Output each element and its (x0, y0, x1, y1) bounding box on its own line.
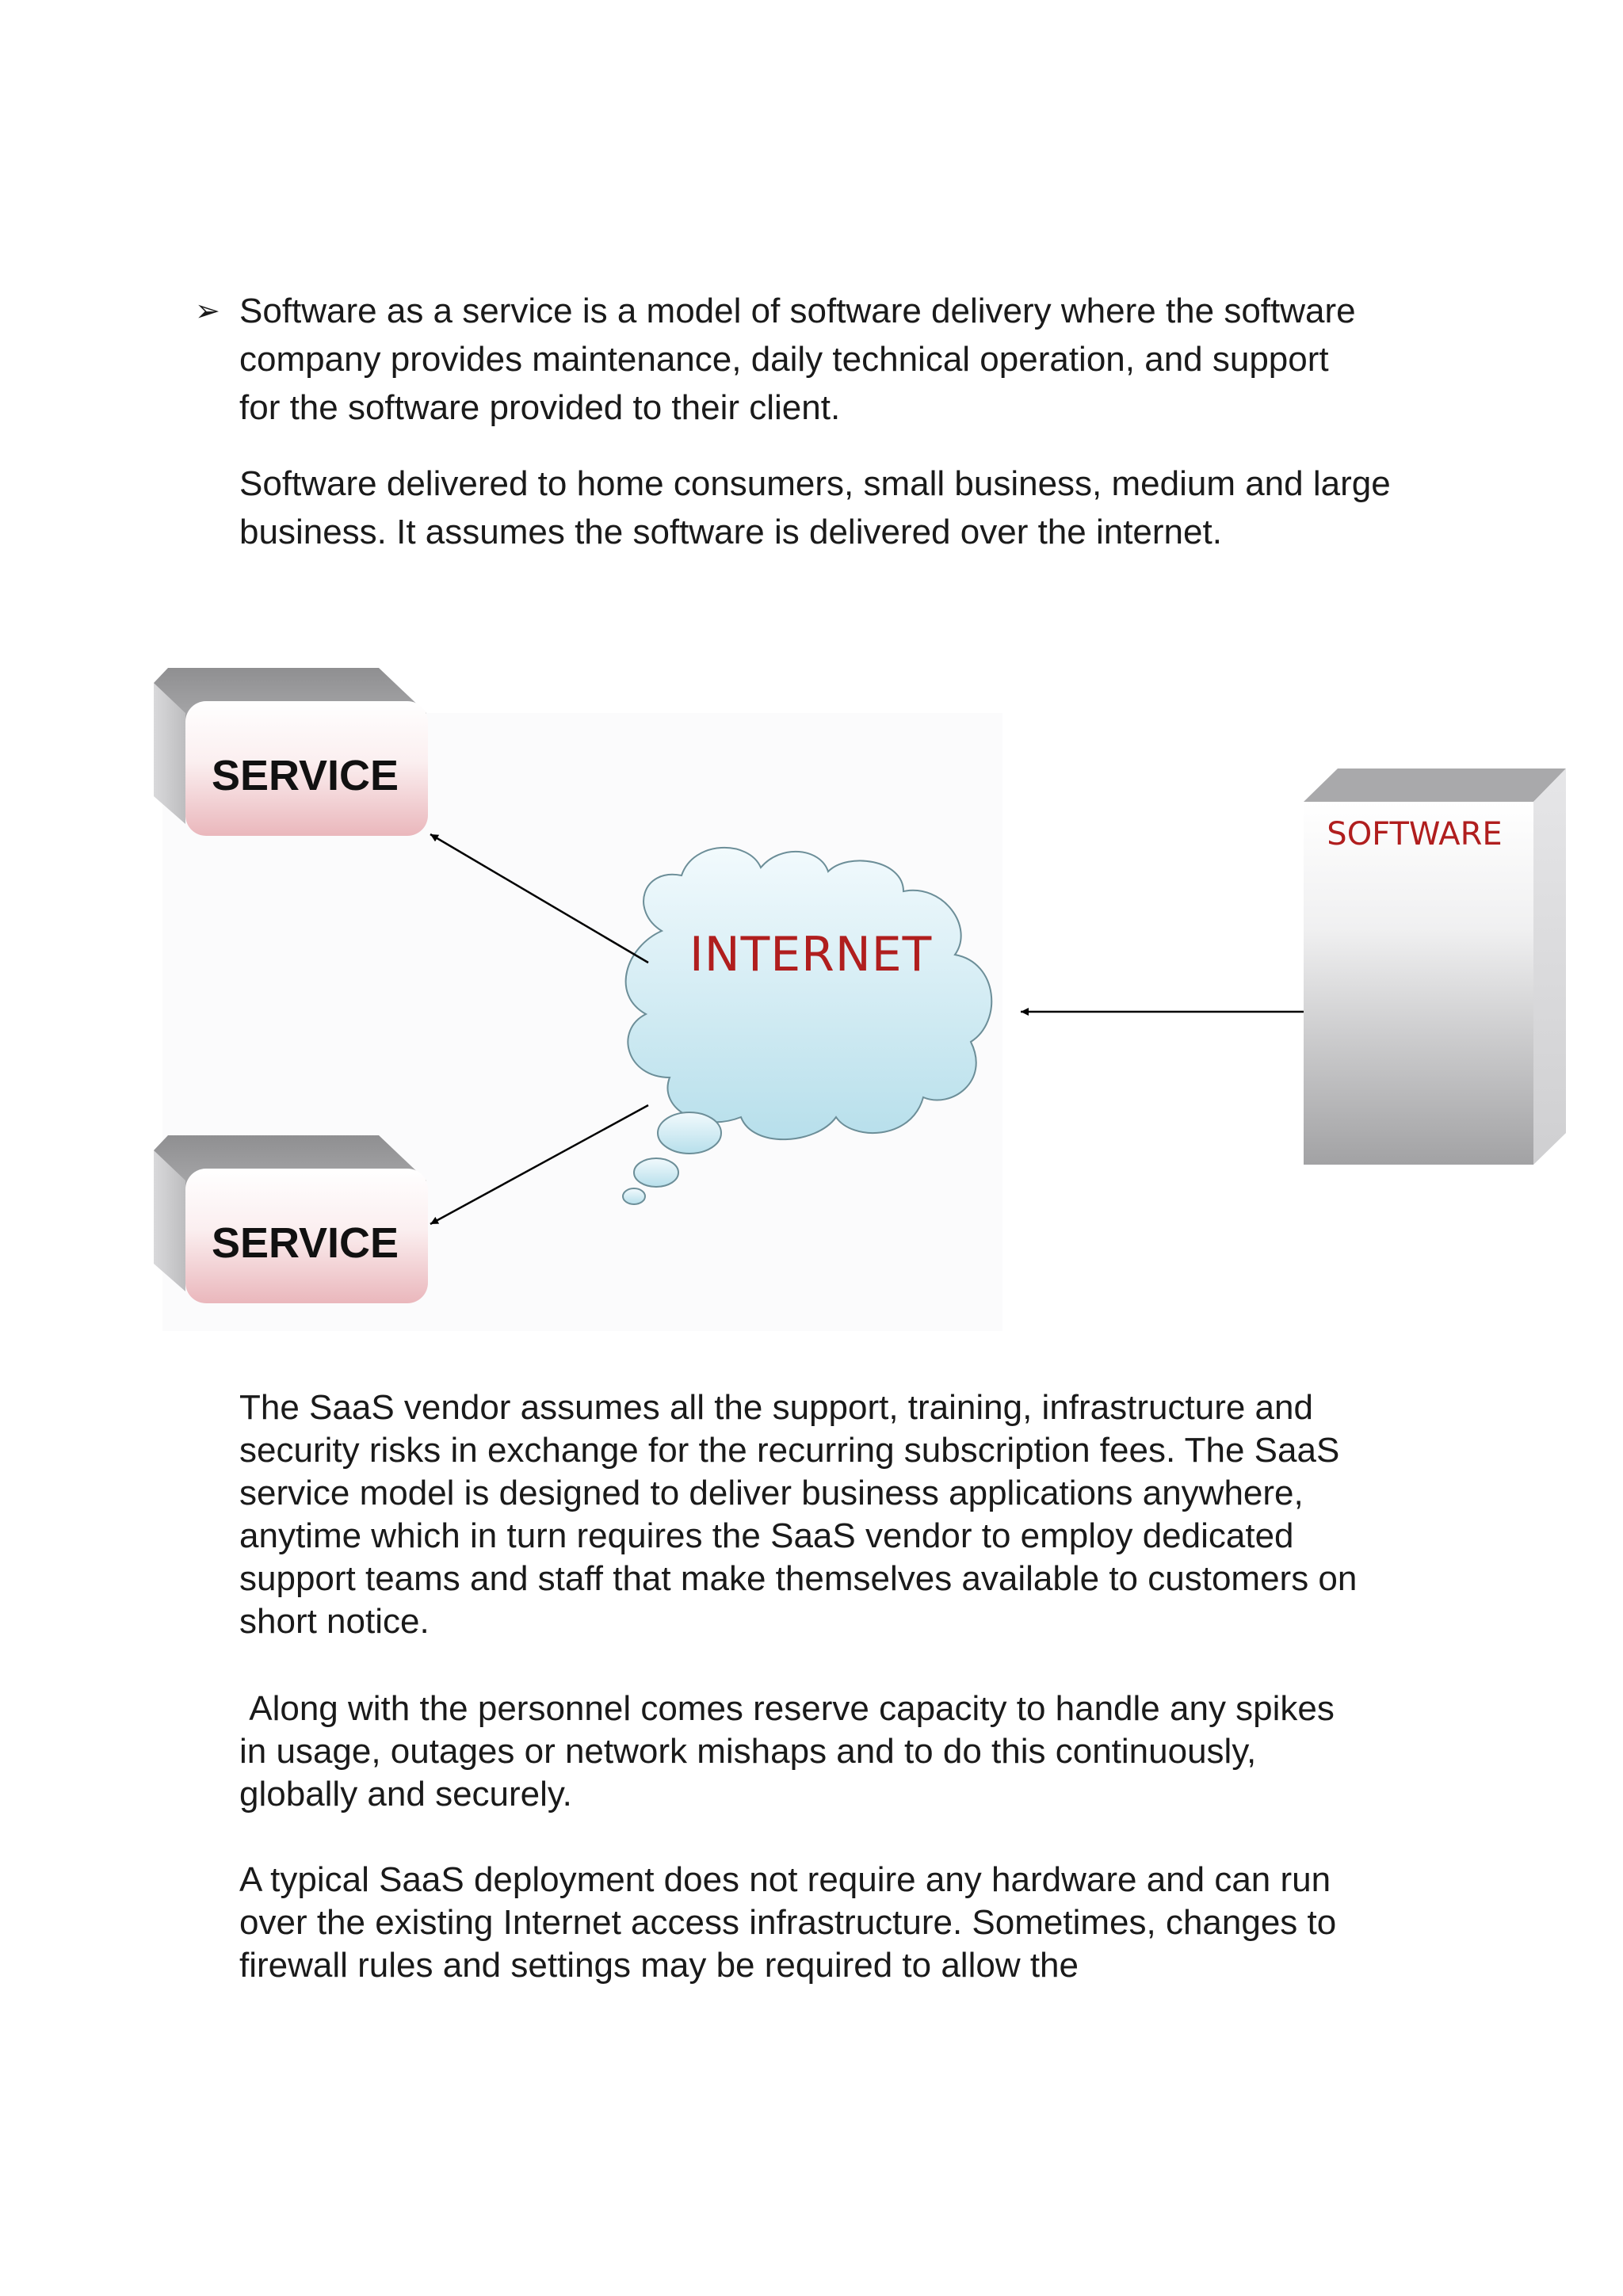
paragraph-deployment-text: A typical SaaS deployment does not require any hardware and can run over the existing Internet access infrastructure. Sometimes, changes to firewall rules and settings may be required to allow the (239, 1860, 1337, 1985)
arrow-internet-to-service-top (430, 834, 648, 963)
service-bottom-label: SERVICE (211, 1219, 399, 1267)
service-top-label: SERVICE (211, 752, 399, 799)
arrow-bullet-icon: ➢ (195, 293, 220, 328)
intro-paragraph-text: Software delivered to home consumers, small business, medium and large business. It assumes the software is delivered over the internet. (239, 464, 1391, 551)
paragraph-deployment (239, 1859, 1404, 1987)
paragraph-vendor-text: The SaaS vendor assumes all the support, training, infrastructure and security risks in exchange for the recurring subscription fees. The SaaS service model is designed to deliver business applications anywhere, anytime which in turn requires the SaaS vendor to employ dedicated support teams and staff that make themselves available to customers on short notice. (239, 1388, 1358, 1641)
paragraph-personnel (239, 1688, 1404, 1816)
paragraph-personnel-text: Along with the personnel comes reserve capacity to handle any spikes in usage, outages or network mishaps and to do this continuously, globally and securely. (239, 1689, 1345, 1814)
software-label: SOFTWARE (1327, 816, 1503, 852)
internet-label: INTERNET (689, 927, 933, 982)
arrow-internet-to-service-bottom (430, 1105, 648, 1224)
bullet-text: Software as a service is a model of software delivery where the software company provides maintenance, daily technical operation, and support for the software provided to their client. (239, 292, 1356, 427)
internet-cloud (623, 848, 991, 1204)
paragraph-vendor (239, 1386, 1404, 1643)
